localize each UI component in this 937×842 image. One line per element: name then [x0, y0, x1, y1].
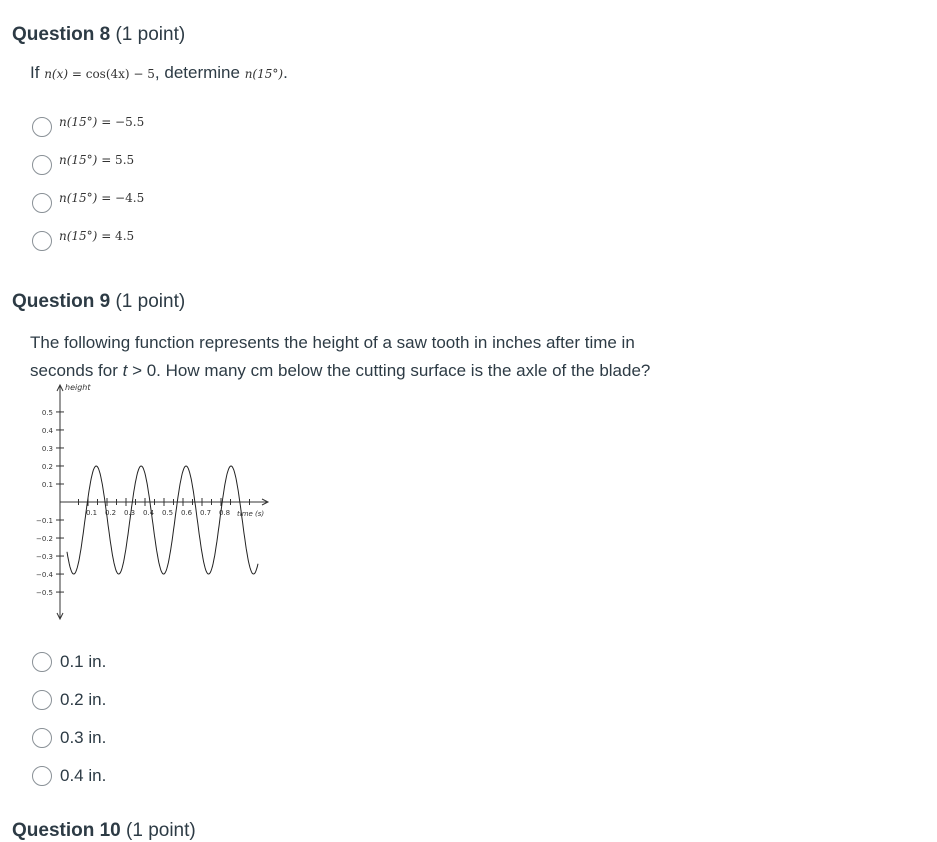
y-tick-label: 0.1: [41, 480, 53, 489]
q9-option-3[interactable]: [32, 728, 106, 748]
x-tick-label: 0.6: [181, 509, 193, 517]
prompt-end: .: [283, 63, 288, 82]
question-9-points: (1 point): [115, 291, 186, 312]
y-tick-label: −0.5: [36, 589, 53, 598]
prompt-determine: , determine: [154, 63, 240, 82]
q9-option-1[interactable]: [32, 652, 106, 672]
q8-option-3[interactable]: [32, 193, 144, 213]
question-10-points: (1 point): [126, 820, 196, 841]
option-label: n(15°) = 5.5: [59, 153, 135, 167]
question-10-title: Question 10: [12, 820, 121, 841]
y-tick-label: 0.5: [41, 408, 53, 417]
question-9-heading: [12, 291, 185, 313]
option-label: n(15°) = −4.5: [59, 191, 145, 205]
option-label: 0.1 in.: [60, 652, 107, 671]
prompt-function-body: = cos(4x) − 5: [68, 67, 155, 81]
question-9-title: Question 9: [12, 291, 111, 312]
y-tick-label: 0.4: [41, 426, 53, 435]
option-label: 0.2 in.: [60, 690, 107, 709]
x-tick-label: 0.8: [219, 509, 231, 517]
y-tick-label: −0.3: [36, 553, 53, 562]
x-tick-label: 0.2: [105, 509, 117, 517]
radio-button[interactable]: [32, 193, 52, 213]
radio-button[interactable]: [32, 766, 52, 786]
option-label: n(15°) = 4.5: [59, 229, 135, 243]
question-8-title: Question 8: [12, 24, 111, 45]
q9-option-4[interactable]: [32, 766, 106, 786]
option-label: 0.3 in.: [60, 728, 107, 747]
radio-button[interactable]: [32, 117, 52, 137]
y-tick-label: −0.4: [36, 571, 53, 580]
y-tick-labels: [36, 409, 54, 597]
y-tick-label: 0.3: [41, 444, 53, 453]
radio-button[interactable]: [32, 155, 52, 175]
x-axis-label: time (s): [237, 510, 265, 518]
q8-option-1[interactable]: [32, 117, 144, 137]
x-tick-label: 0.7: [200, 509, 212, 517]
prompt-function-name: n(x): [44, 67, 69, 81]
q8-option-4[interactable]: [32, 231, 134, 251]
y-tick-label: 0.2: [41, 462, 53, 471]
variable-t: t: [122, 361, 128, 380]
question-9-prompt: [30, 329, 890, 385]
question-10-heading: [12, 820, 196, 842]
option-label: 0.4 in.: [60, 766, 107, 785]
x-axis: [60, 498, 268, 506]
radio-button[interactable]: [32, 231, 52, 251]
question-8-points: (1 point): [115, 24, 186, 45]
option-label: n(15°) = −5.5: [59, 115, 145, 129]
x-tick-label: 0.5: [162, 509, 174, 517]
y-axis-label: height: [65, 383, 91, 392]
x-tick-label: 0.4: [143, 509, 155, 517]
y-tick-label: −0.1: [36, 517, 53, 526]
q9-option-2[interactable]: [32, 690, 106, 710]
saw-tooth-graph: [30, 382, 280, 622]
question-8-heading: [12, 24, 185, 46]
prompt-line-1: The following function represents the height of a saw tooth in inches after time in: [30, 333, 635, 352]
x-tick-label: 0.3: [124, 509, 136, 517]
prompt-target: n(15°): [244, 67, 284, 81]
series-line: [67, 466, 258, 574]
prompt-if: If: [30, 63, 40, 82]
q8-option-2[interactable]: [32, 155, 134, 175]
radio-button[interactable]: [32, 652, 52, 672]
question-8-prompt: [30, 63, 288, 83]
prompt-line-2: seconds for t > 0. How many cm below the cutting surface is the axle of the blade?: [30, 361, 651, 380]
radio-button[interactable]: [32, 690, 52, 710]
y-tick-label: −0.2: [36, 535, 53, 544]
x-tick-labels: [86, 509, 230, 517]
radio-button[interactable]: [32, 728, 52, 748]
x-tick-label: 0.1: [86, 509, 98, 517]
